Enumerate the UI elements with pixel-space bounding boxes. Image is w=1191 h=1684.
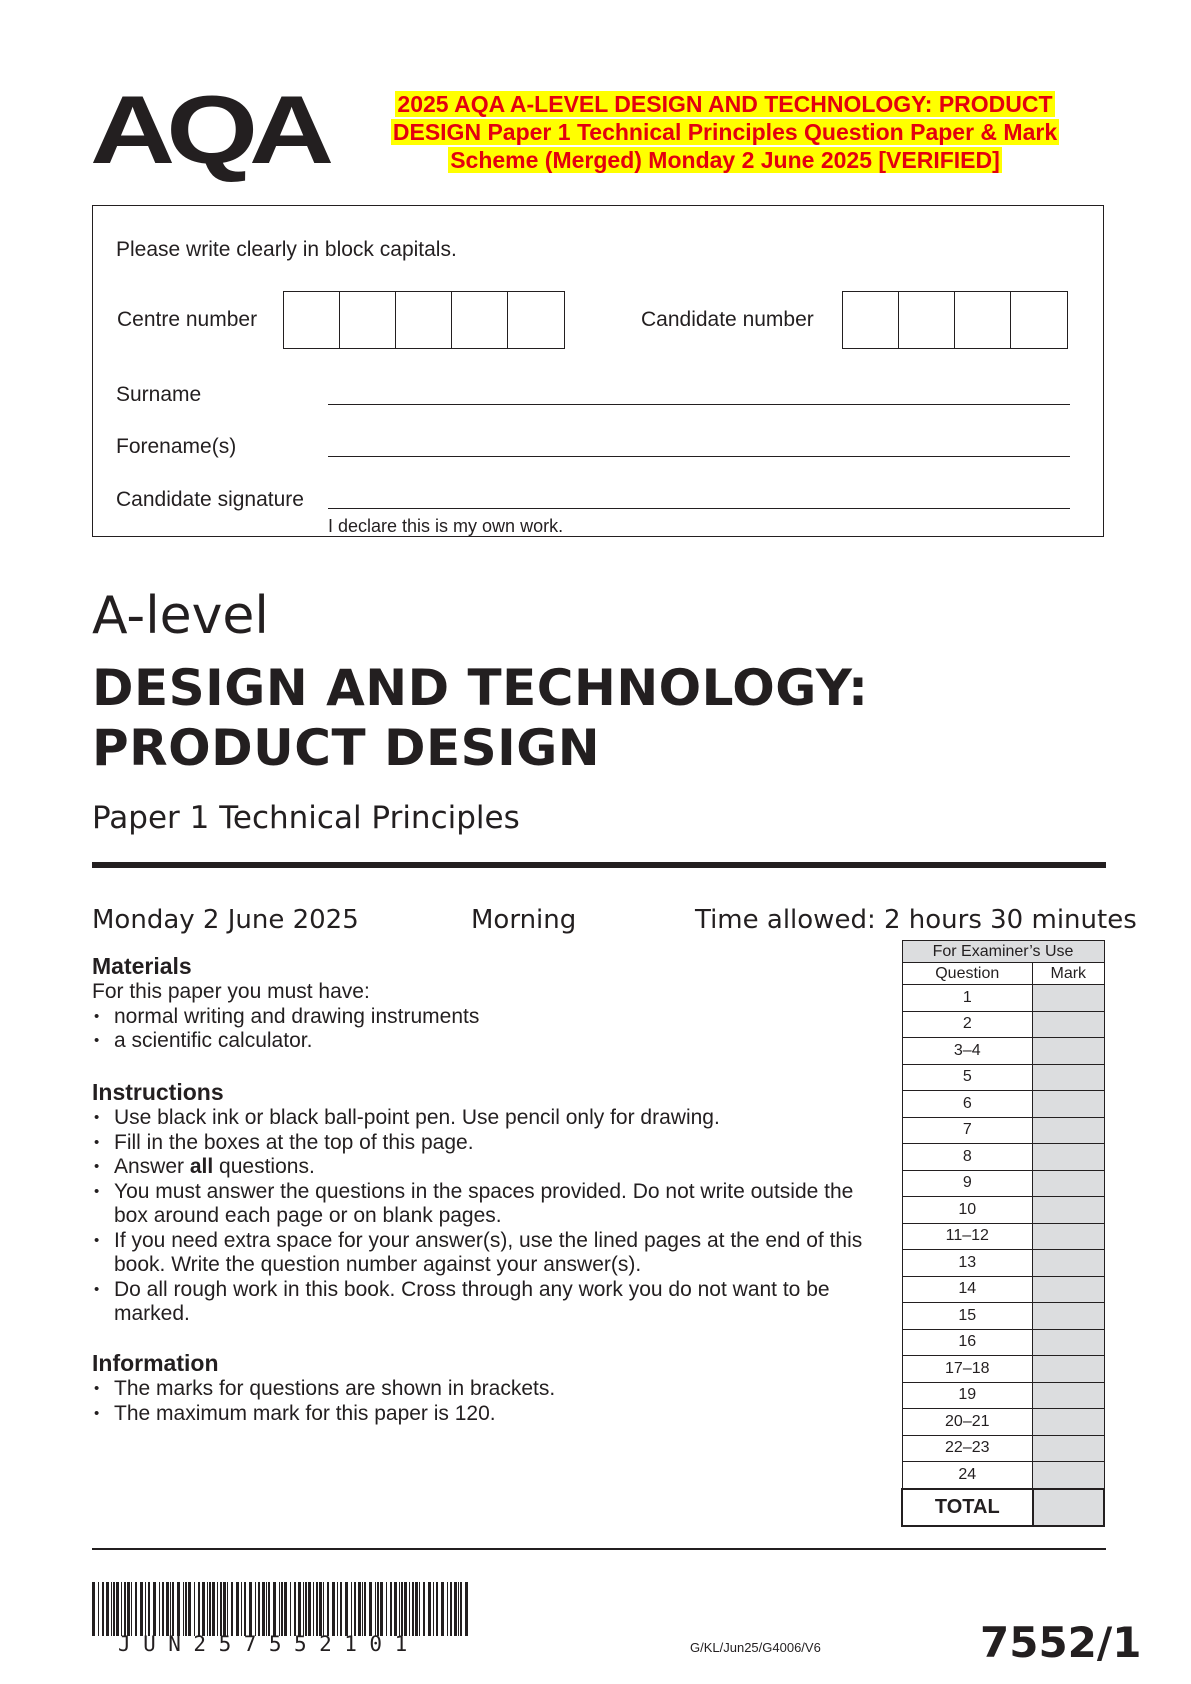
- barcode-bar: [313, 1582, 314, 1636]
- mark-cell: [1033, 1038, 1104, 1065]
- barcode-bar: [308, 1582, 311, 1636]
- question-number: 8: [902, 1144, 1033, 1171]
- table-row: [902, 1197, 1104, 1224]
- mark-cell: [1033, 1091, 1104, 1118]
- barcode-bar: [409, 1582, 410, 1636]
- table-row: [902, 1250, 1104, 1277]
- list-item: • You must answer the questions in the spaces provided. Do not write outside the box around each page or on blank pages.: [92, 1180, 882, 1229]
- candidate-number-cell[interactable]: [899, 292, 955, 348]
- barcode-bar: [124, 1582, 126, 1636]
- exam-session: Morning: [471, 905, 577, 935]
- question-number: 1: [902, 985, 1033, 1012]
- list-item: • Fill in the boxes at the top of this page.: [92, 1131, 882, 1156]
- barcode-bar: [441, 1582, 444, 1636]
- list-item: • normal writing and drawing instruments: [92, 1005, 882, 1030]
- candidate-number-cell[interactable]: [955, 292, 1011, 348]
- question-number: 11–12: [902, 1223, 1033, 1250]
- barcode-bar: [121, 1582, 122, 1636]
- barcode-bar: [294, 1582, 296, 1636]
- list-item: • Use black ink or black ball-point pen. Use pencil only for drawing.: [92, 1106, 882, 1131]
- mark-cell: [1033, 1250, 1104, 1277]
- table-row: [902, 1223, 1104, 1250]
- mark-cell: [1033, 1382, 1104, 1409]
- table-row: [902, 1276, 1104, 1303]
- emphasis-text: all: [189, 1155, 214, 1178]
- mark-cell: [1033, 1197, 1104, 1224]
- barcode-bar: [290, 1582, 291, 1636]
- barcode-bar: [185, 1582, 187, 1636]
- table-row: [902, 1144, 1104, 1171]
- barcode-bar: [212, 1582, 215, 1636]
- candidate-number-field[interactable]: [842, 291, 1068, 349]
- barcode-bar: [319, 1582, 322, 1636]
- table-row: [902, 1435, 1104, 1462]
- barcode-bar: [362, 1582, 363, 1636]
- question-number: 10: [902, 1197, 1033, 1224]
- barcode-bar: [258, 1582, 260, 1636]
- materials-list: [92, 1005, 882, 1054]
- table-row: [902, 1117, 1104, 1144]
- signature-label: Candidate signature: [116, 488, 304, 511]
- question-number: 13: [902, 1250, 1033, 1277]
- barcode-bar: [327, 1582, 329, 1636]
- mark-cell: [1033, 1170, 1104, 1197]
- barcode-bar: [415, 1582, 418, 1636]
- barcode-bar: [380, 1582, 383, 1636]
- barcode-bar: [183, 1582, 184, 1636]
- question-number: 9: [902, 1170, 1033, 1197]
- barcode-bar: [268, 1582, 270, 1636]
- forename-field[interactable]: [328, 456, 1070, 457]
- table-row: [902, 1409, 1104, 1436]
- barcode-bar: [279, 1582, 280, 1636]
- list-item: • The marks for questions are shown in brackets.: [92, 1377, 882, 1402]
- barcode-bar: [102, 1582, 104, 1636]
- barcode-bar: [266, 1582, 267, 1636]
- barcode-bar: [244, 1582, 246, 1636]
- mark-cell: [1033, 1117, 1104, 1144]
- barcode-bar: [111, 1582, 112, 1636]
- barcode-bar: [194, 1582, 195, 1636]
- barcode-bar: [419, 1582, 420, 1636]
- time-allowed: Time allowed: 2 hours 30 minutes: [695, 905, 1137, 935]
- barcode-bar: [332, 1582, 335, 1636]
- barcode-bar: [113, 1582, 115, 1636]
- barcode-bar: [298, 1582, 301, 1636]
- barcode-bar: [106, 1582, 109, 1636]
- subject-title: [92, 658, 869, 778]
- list-item: • a scientific calculator.: [92, 1029, 882, 1054]
- mark-cell: [1033, 1223, 1104, 1250]
- total-label: TOTAL: [902, 1489, 1033, 1526]
- mark-cell: [1033, 1303, 1104, 1330]
- column-header-mark: Mark: [1033, 963, 1104, 985]
- table-row: [902, 985, 1104, 1012]
- centre-number-field[interactable]: [283, 291, 565, 349]
- question-number: 24: [902, 1462, 1033, 1489]
- barcode-bar: [401, 1582, 403, 1636]
- barcode-bar: [433, 1582, 434, 1636]
- mark-cell: [1033, 985, 1104, 1012]
- barcode-bar: [273, 1582, 276, 1636]
- question-number: 16: [902, 1329, 1033, 1356]
- list-item: • If you need extra space for your answer(s), use the lined pages at the end of this book. Write the question number against your answer(s).: [92, 1229, 882, 1278]
- mark-cell: [1033, 1435, 1104, 1462]
- declaration-text: I declare this is my own work.: [328, 516, 564, 536]
- banner-line-3: Scheme (Merged) Monday 2 June 2025 [VERIFIED]: [450, 147, 1000, 173]
- header-divider: [92, 862, 1106, 868]
- question-number: 19: [902, 1382, 1033, 1409]
- candidate-number-cell[interactable]: [843, 292, 899, 348]
- column-header-question: Question: [902, 963, 1033, 985]
- barcode-number: JUN257552101: [118, 1632, 420, 1656]
- table-row: [902, 1170, 1104, 1197]
- barcode-bar: [369, 1582, 372, 1636]
- form-instruction: Please write clearly in block capitals.: [116, 238, 457, 261]
- barcode-bar: [394, 1582, 397, 1636]
- question-number: 5: [902, 1064, 1033, 1091]
- barcode-bar: [140, 1582, 143, 1636]
- mark-cell: [1033, 1409, 1104, 1436]
- barcode-bar: [177, 1582, 180, 1636]
- centre-number-cell[interactable]: [452, 292, 508, 348]
- barcode-bar: [131, 1582, 132, 1636]
- barcode-bar: [127, 1582, 130, 1636]
- list-item: • The maximum mark for this paper is 120.: [92, 1402, 882, 1427]
- document-reference: G/KL/Jun25/G4006/V6: [690, 1640, 821, 1655]
- surname-label: Surname: [116, 383, 202, 406]
- information-list: [92, 1377, 882, 1426]
- instructions-heading: Instructions: [92, 1079, 224, 1105]
- barcode-bar: [227, 1582, 228, 1636]
- barcode-bar: [345, 1582, 348, 1636]
- subject-title-line-1: DESIGN AND TECHNOLOGY:: [92, 659, 869, 717]
- barcode-bar: [386, 1582, 387, 1636]
- barcode-bar: [337, 1582, 338, 1636]
- examiner-use-table: [901, 940, 1105, 1527]
- text-span: Answer: [114, 1155, 190, 1178]
- barcode-bar: [303, 1582, 304, 1636]
- forename-label: Forename(s): [116, 435, 237, 458]
- examiner-table-title: For Examiner’s Use: [902, 941, 1104, 963]
- barcode-bar: [255, 1582, 256, 1636]
- question-number: 6: [902, 1091, 1033, 1118]
- centre-number-cell[interactable]: [508, 292, 564, 348]
- barcode-bar: [447, 1582, 448, 1636]
- banner-line-2: DESIGN Paper 1 Technical Principles Question Paper & Mark: [392, 119, 1058, 145]
- barcode-bar: [281, 1582, 283, 1636]
- barcode-bar: [162, 1582, 164, 1636]
- list-item: [92, 1155, 882, 1180]
- table-row: [902, 1091, 1104, 1118]
- barcode-bar: [202, 1582, 205, 1636]
- mark-cell: [1033, 1064, 1104, 1091]
- centre-number-cell[interactable]: [340, 292, 396, 348]
- barcode-bar: [170, 1582, 171, 1636]
- aqa-logo: AQA: [90, 76, 326, 185]
- instructions-list: [92, 1106, 882, 1327]
- barcode-bar: [316, 1582, 318, 1636]
- barcode-bar: [153, 1582, 156, 1636]
- barcode-bar: [436, 1582, 438, 1636]
- barcode-bar: [460, 1582, 462, 1636]
- question-number: 7: [902, 1117, 1033, 1144]
- surname-field[interactable]: [328, 404, 1070, 405]
- barcode-bar: [223, 1582, 226, 1636]
- barcode-bar: [284, 1582, 287, 1636]
- exam-date: Monday 2 June 2025: [92, 905, 359, 935]
- barcode-bar: [354, 1582, 356, 1636]
- barcode-bar: [454, 1582, 457, 1636]
- qualification-level: A-level: [92, 586, 269, 646]
- barcode-bar: [217, 1582, 218, 1636]
- barcode-bar: [198, 1582, 200, 1636]
- question-number: 3–4: [902, 1038, 1033, 1065]
- barcode-bar: [236, 1582, 239, 1636]
- barcode-bar: [188, 1582, 191, 1636]
- paper-code: 7552/1: [980, 1618, 1142, 1667]
- banner-line-1: 2025 AQA A-LEVEL DESIGN AND TECHNOLOGY: PRODUCT: [397, 91, 1053, 117]
- barcode-bar: [428, 1582, 431, 1636]
- barcode-bar: [377, 1582, 379, 1636]
- barcode-bar: [241, 1582, 242, 1636]
- barcode-bar: [207, 1582, 208, 1636]
- centre-number-label: Centre number: [117, 308, 258, 331]
- total-mark-cell: [1033, 1489, 1104, 1526]
- barcode-bar: [364, 1582, 366, 1636]
- mark-cell: [1033, 1276, 1104, 1303]
- instructions-section: [92, 1079, 882, 1327]
- paper-title: Paper 1 Technical Principles: [92, 800, 520, 836]
- materials-heading: Materials: [92, 953, 192, 979]
- barcode-bar: [148, 1582, 150, 1636]
- mark-cell: [1033, 1144, 1104, 1171]
- barcode-bar: [375, 1582, 376, 1636]
- barcode-bar: [305, 1582, 307, 1636]
- barcode-bar: [412, 1582, 414, 1636]
- mark-cell: [1033, 1329, 1104, 1356]
- barcode-bar: [98, 1582, 99, 1636]
- title-banner: [360, 90, 1090, 174]
- table-row: [902, 1303, 1104, 1330]
- list-item: • Do all rough work in this book. Cross through any work you do not want to be marked.: [92, 1278, 882, 1327]
- table-row: [902, 1038, 1104, 1065]
- barcode-bar: [450, 1582, 452, 1636]
- table-row: [902, 1329, 1104, 1356]
- table-row: [902, 1356, 1104, 1383]
- barcode-bar: [92, 1582, 95, 1636]
- barcode-bar: [262, 1582, 265, 1636]
- barcode-bar: [145, 1582, 146, 1636]
- question-number: 17–18: [902, 1356, 1033, 1383]
- barcode-bar: [423, 1582, 425, 1636]
- barcode-bar: [135, 1582, 137, 1636]
- subject-title-line-2: PRODUCT DESIGN: [92, 719, 601, 777]
- information-section: [92, 1350, 882, 1426]
- signature-field[interactable]: [328, 508, 1070, 509]
- mark-cell: [1033, 1011, 1104, 1038]
- materials-section: [92, 953, 882, 1054]
- footer-divider: [92, 1548, 1106, 1550]
- barcode-bar: [231, 1582, 233, 1636]
- barcode-bar: [340, 1582, 342, 1636]
- centre-number-cell[interactable]: [284, 292, 340, 348]
- table-row: [902, 1011, 1104, 1038]
- barcode-bar: [209, 1582, 211, 1636]
- barcode-bar: [399, 1582, 400, 1636]
- table-row: [902, 1382, 1104, 1409]
- barcode-bar: [351, 1582, 352, 1636]
- barcode-bar: [465, 1582, 468, 1636]
- barcode-bar: [404, 1582, 407, 1636]
- materials-intro: For this paper you must have:: [92, 980, 370, 1003]
- mark-cell: [1033, 1356, 1104, 1383]
- question-number: 14: [902, 1276, 1033, 1303]
- centre-number-cell[interactable]: [396, 292, 452, 348]
- barcode-bar: [172, 1582, 174, 1636]
- information-heading: Information: [92, 1350, 219, 1376]
- question-number: 20–21: [902, 1409, 1033, 1436]
- barcode-bar: [159, 1582, 160, 1636]
- question-number: 22–23: [902, 1435, 1033, 1462]
- barcode-bar: [166, 1582, 169, 1636]
- table-row: [902, 1064, 1104, 1091]
- barcode-bar: [116, 1582, 119, 1636]
- mark-cell: [1033, 1462, 1104, 1489]
- barcode-bar: [458, 1582, 459, 1636]
- barcode-bar: [358, 1582, 361, 1636]
- barcode-image: [92, 1582, 472, 1636]
- question-number: 15: [902, 1303, 1033, 1330]
- candidate-number-cell[interactable]: [1011, 292, 1067, 348]
- table-row: [902, 1462, 1104, 1489]
- barcode-bar: [390, 1582, 392, 1636]
- barcode-bar: [249, 1582, 252, 1636]
- barcode-bar: [220, 1582, 222, 1636]
- question-number: 2: [902, 1011, 1033, 1038]
- text-span: questions.: [213, 1155, 315, 1178]
- barcode-bar: [323, 1582, 324, 1636]
- candidate-number-label: Candidate number: [641, 308, 814, 331]
